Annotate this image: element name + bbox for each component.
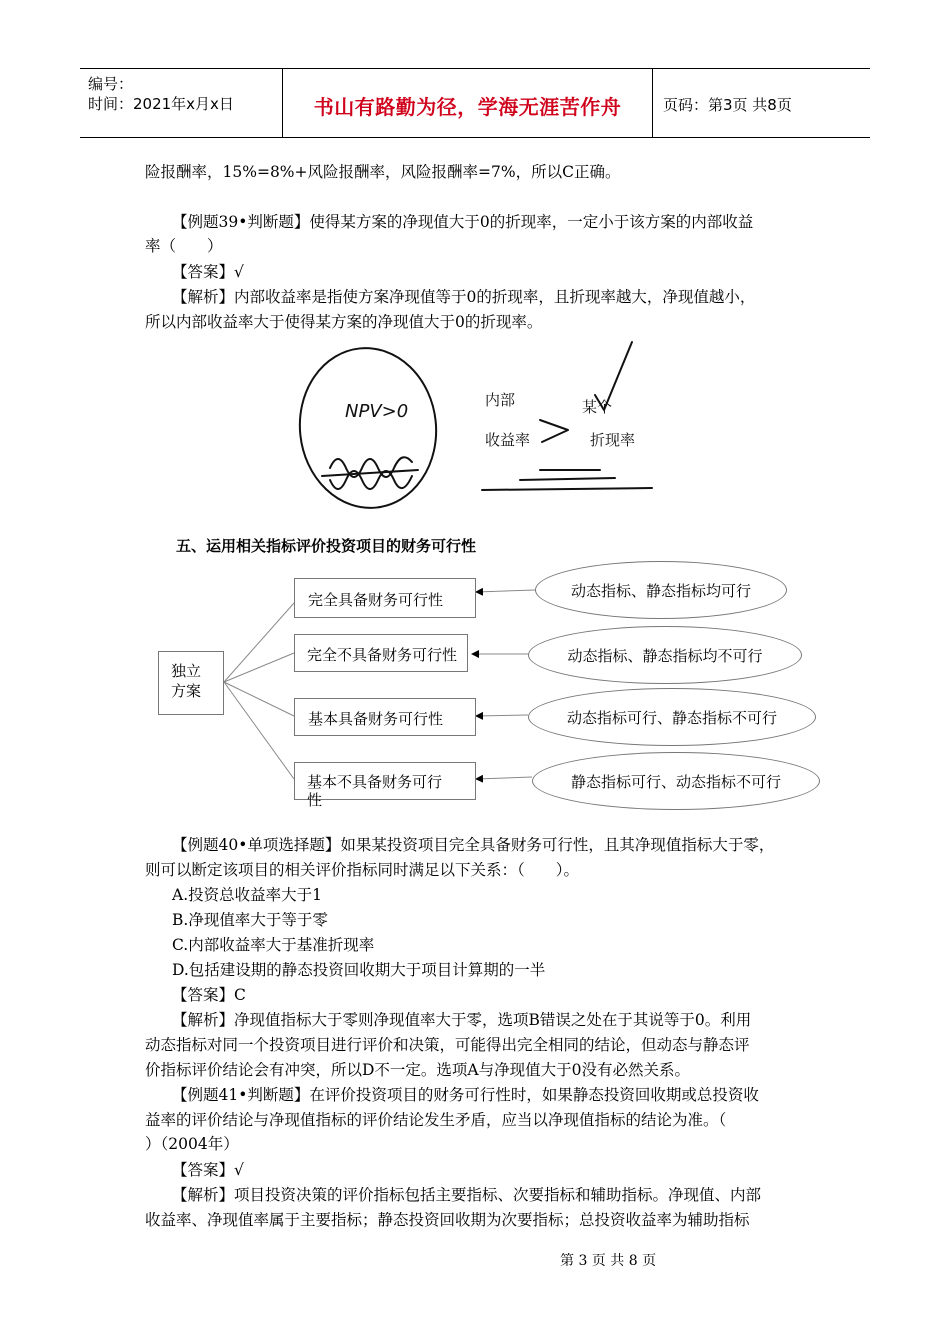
diagram-oval-2-label: 动态指标、静态指标均不可行 (567, 646, 763, 665)
diagram-box-2 (294, 634, 468, 672)
example-41-question: 【例题41•判断题】在评价投资项目的财务可行性时，如果静态投资回收期或总投资收 (172, 1086, 759, 1104)
sketch-left-text-top: 内部 (485, 391, 516, 409)
example-40-option-c: C.内部收益率大于基准折现率 (172, 936, 375, 954)
example-40-explanation-cont: 动态指标对同一个投资项目进行评价和决策，可能得出完全相同的结论，但动态与静态评 (145, 1036, 750, 1054)
diagram-box-4 (294, 762, 476, 809)
example-41-question-cont-2: ）（2004年） (145, 1135, 239, 1153)
header-motto: 书山有路勤为径，学海无涯苦作舟 (313, 95, 622, 119)
diagram-oval-1-label: 动态指标、静态指标均可行 (570, 581, 751, 600)
diagram-oval-2 (528, 626, 802, 684)
diagram-oval-3-label: 动态指标可行、静态指标不可行 (566, 708, 777, 727)
header-page-info: 页码：第3页 共8页 (663, 96, 792, 114)
example-39-answer: 【答案】√ (172, 263, 244, 281)
header-number-label: 编号： (88, 75, 134, 93)
diagram-box-3 (294, 698, 476, 736)
sketch-right-text-top: 某个 (582, 398, 613, 416)
example-39-explanation: 【解析】内部收益率是指使方案净现值等于0的折现率，且折现率越大，净现值越小， (172, 288, 756, 306)
diagram-box-4-label-line1: 基本不具备财务可行 (307, 773, 443, 791)
diagram-oval-4 (532, 752, 820, 810)
example-40-explanation-cont-2: 价指标评价结论会有冲突，所以D不一定。选项A与净现值大于0没有必然关系。 (145, 1061, 690, 1079)
example-40-question-cont: 则可以断定该项目的相关评价指标同时满足以下关系：（ ）。 (145, 861, 580, 879)
example-41-explanation: 【解析】项目投资决策的评价指标包括主要指标、次要指标和辅助指标。净现值、内部 (172, 1186, 762, 1204)
diagram-box-4-label-line2: 性 (307, 791, 323, 809)
example-40-option-a: A.投资总收益率大于1 (172, 886, 322, 904)
example-40-explanation: 【解析】净现值指标大于零则净现值率大于零，选项B错误之处在于其说等于0。利用 (172, 1011, 752, 1029)
example-41-explanation-cont: 收益率、净现值率属于主要指标；静态投资回收期为次要指标；总投资收益率为辅助指标 (145, 1211, 750, 1229)
sketch-npv-text: NPV>0 (345, 401, 409, 422)
paragraph-line: 险报酬率，15%=8%+风险报酬率，风险报酬率=7%，所以C正确。 (145, 163, 621, 181)
example-39-question: 【例题39•判断题】使得某方案的净现值大于0的折现率，一定小于该方案的内部收益 (172, 213, 754, 231)
diagram-box-3-label: 基本具备财务可行性 (308, 710, 444, 728)
example-41-question-cont: 益率的评价结论与净现值指标的评价结论发生矛盾，应当以净现值指标的结论为准。（ (145, 1111, 727, 1129)
diagram-oval-4-label: 静态指标可行、动态指标不可行 (570, 772, 781, 791)
example-39-explanation-cont: 所以内部收益率大于使得某方案的净现值大于0的折现率。 (145, 313, 543, 331)
page-footer: 第 3 页 共 8 页 (560, 1253, 657, 1269)
section-title: 五、运用相关指标评价投资项目的财务可行性 (176, 537, 477, 555)
diagram-root-label-line2: 方案 (171, 682, 202, 700)
example-40-question: 【例题40•单项选择题】如果某投资项目完全具备财务可行性，且其净现值指标大于零， (172, 836, 775, 854)
example-39-question-cont: 率（ ） (145, 237, 223, 255)
example-40-answer: 【答案】C (172, 986, 246, 1004)
header-time-label: 时间：2021年x月x日 (88, 95, 234, 113)
diagram-root-label-line1: 独立 (171, 662, 202, 680)
example-40-option-b: B.净现值率大于等于零 (172, 911, 328, 929)
sketch-right-text-bottom: 折现率 (590, 431, 636, 449)
sketch-left-text-bottom: 收益率 (485, 431, 531, 449)
diagram-box-1-label: 完全具备财务可行性 (308, 591, 444, 609)
diagram-oval-1 (535, 561, 787, 619)
diagram-box-1 (294, 578, 476, 618)
diagram-oval-3 (528, 688, 816, 746)
example-40-option-d: D.包括建设期的静态投资回收期大于项目计算期的一半 (172, 961, 546, 979)
diagram-box-2-label: 完全不具备财务可行性 (307, 646, 458, 664)
diagram-root-box (158, 651, 224, 715)
example-41-answer: 【答案】√ (172, 1161, 244, 1179)
